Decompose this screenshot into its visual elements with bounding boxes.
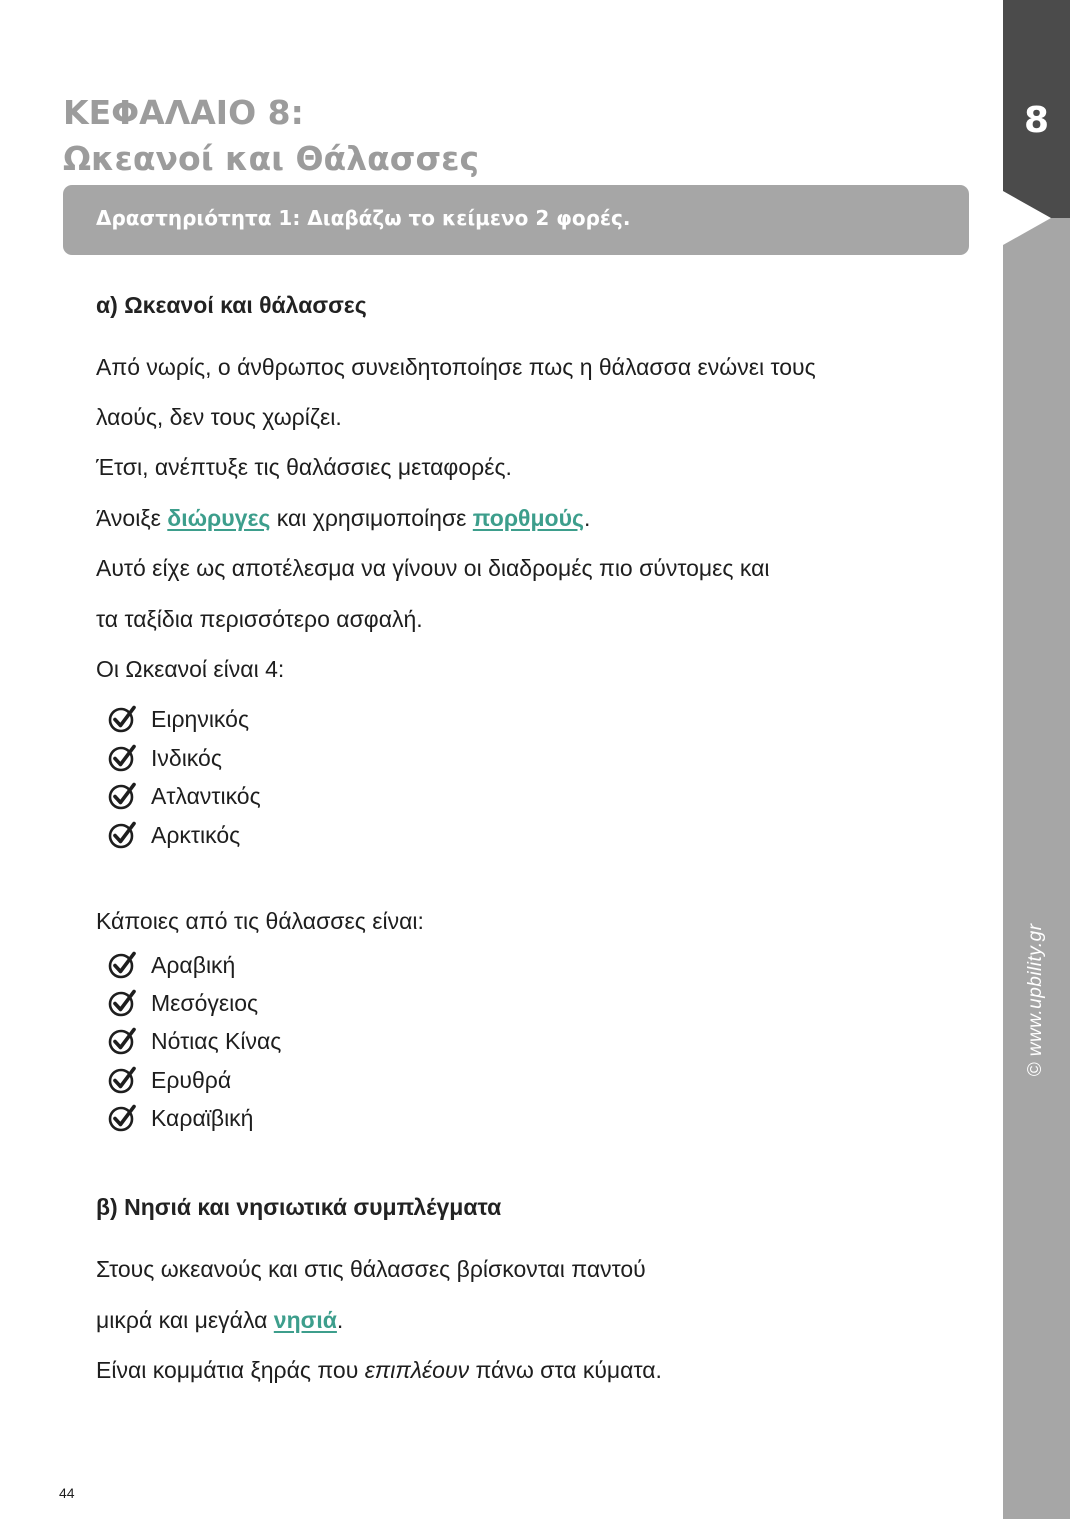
chapter-title-line1: ΚΕΦΑΛΑΙΟ 8: bbox=[63, 93, 304, 132]
paragraph-line: Έτσι, ανέπτυξε τις θαλάσσιες μεταφορές. bbox=[96, 454, 512, 480]
glossary-link-nisia[interactable]: νησιά bbox=[273, 1307, 337, 1333]
text-segment: . bbox=[336, 1307, 344, 1333]
check-circle-icon bbox=[107, 950, 137, 980]
text-segment: Άνοιξε bbox=[96, 505, 168, 531]
section-b-heading: β) Νησιά και νησιωτικά συμπλέγματα bbox=[96, 1194, 502, 1220]
list-item-label: Νότιας Κίνας bbox=[151, 1028, 282, 1055]
oceans-intro: Οι Ωκεανοί είναι 4: bbox=[96, 656, 285, 682]
chapter-tab-number: 8 bbox=[1023, 100, 1050, 141]
text-segment: και χρησιμοποίησε bbox=[270, 505, 473, 531]
paragraph-line: Από νωρίς, ο άνθρωπος συνειδητοποίησε πως η θάλασσα ενώνει τους bbox=[96, 354, 816, 380]
text-segment: πάνω στα κύματα. bbox=[469, 1357, 662, 1383]
check-circle-icon bbox=[107, 820, 137, 850]
glossary-link-porthmous[interactable]: πορθμούς bbox=[472, 505, 584, 531]
paragraph-line bbox=[96, 1357, 662, 1384]
text-segment: Είναι κομμάτια ξηράς που bbox=[96, 1357, 365, 1383]
glossary-link-diorygess[interactable]: διώρυγες bbox=[167, 505, 271, 531]
chapter-title bbox=[63, 90, 479, 182]
paragraph-line bbox=[96, 1307, 343, 1334]
chapter-title-line2: Ωκεανοί και Θάλασσες bbox=[63, 139, 480, 178]
check-circle-icon bbox=[107, 704, 137, 734]
page-number: 44 bbox=[59, 1485, 75, 1501]
check-circle-icon bbox=[107, 988, 137, 1018]
italic-word: επιπλέουν bbox=[364, 1357, 470, 1383]
list-item-label: Αραβική bbox=[151, 952, 236, 978]
paragraph-line: λαούς, δεν τους χωρίζει. bbox=[96, 404, 342, 430]
section-a-heading: α) Ωκεανοί και θάλασσες bbox=[96, 292, 367, 318]
seas-intro: Κάποιες από τις θάλασσες είναι: bbox=[96, 908, 424, 934]
text-segment: . bbox=[583, 505, 591, 531]
paragraph-line: τα ταξίδια περισσότερο ασφαλή. bbox=[96, 606, 423, 632]
list-item-label: Αρκτικός bbox=[151, 821, 241, 848]
copyright-text: © www.upbility.gr bbox=[1025, 923, 1046, 1077]
check-circle-icon bbox=[107, 743, 137, 773]
list-item-label: Ινδικός bbox=[151, 744, 222, 771]
paragraph-line: Αυτό είχε ως αποτέλεσμα να γίνουν οι διαδρομές πιο σύντομες και bbox=[96, 555, 770, 581]
text-segment: μικρά και μεγάλα bbox=[96, 1307, 274, 1333]
paragraph-line: Στους ωκεανούς και στις θάλασσες βρίσκονται παντού bbox=[96, 1256, 646, 1282]
check-circle-icon bbox=[107, 1103, 137, 1133]
list-item-label: Καραϊβική bbox=[151, 1104, 254, 1131]
list-item-label: Μεσόγειος bbox=[151, 990, 259, 1017]
list-item-label: Ατλαντικός bbox=[151, 783, 261, 809]
check-circle-icon bbox=[107, 1026, 137, 1056]
chapter-tab-arrow bbox=[1003, 191, 1051, 245]
list-item-label: Ειρηνικός bbox=[151, 706, 250, 732]
check-circle-icon bbox=[107, 781, 137, 811]
list-item-label: Ερυθρά bbox=[151, 1066, 232, 1093]
paragraph-line bbox=[96, 505, 590, 532]
check-circle-icon bbox=[107, 1065, 137, 1095]
activity-label: Δραστηριότητα 1: Διαβάζω το κείμενο 2 φορές. bbox=[96, 206, 631, 230]
activity-banner bbox=[63, 185, 969, 255]
